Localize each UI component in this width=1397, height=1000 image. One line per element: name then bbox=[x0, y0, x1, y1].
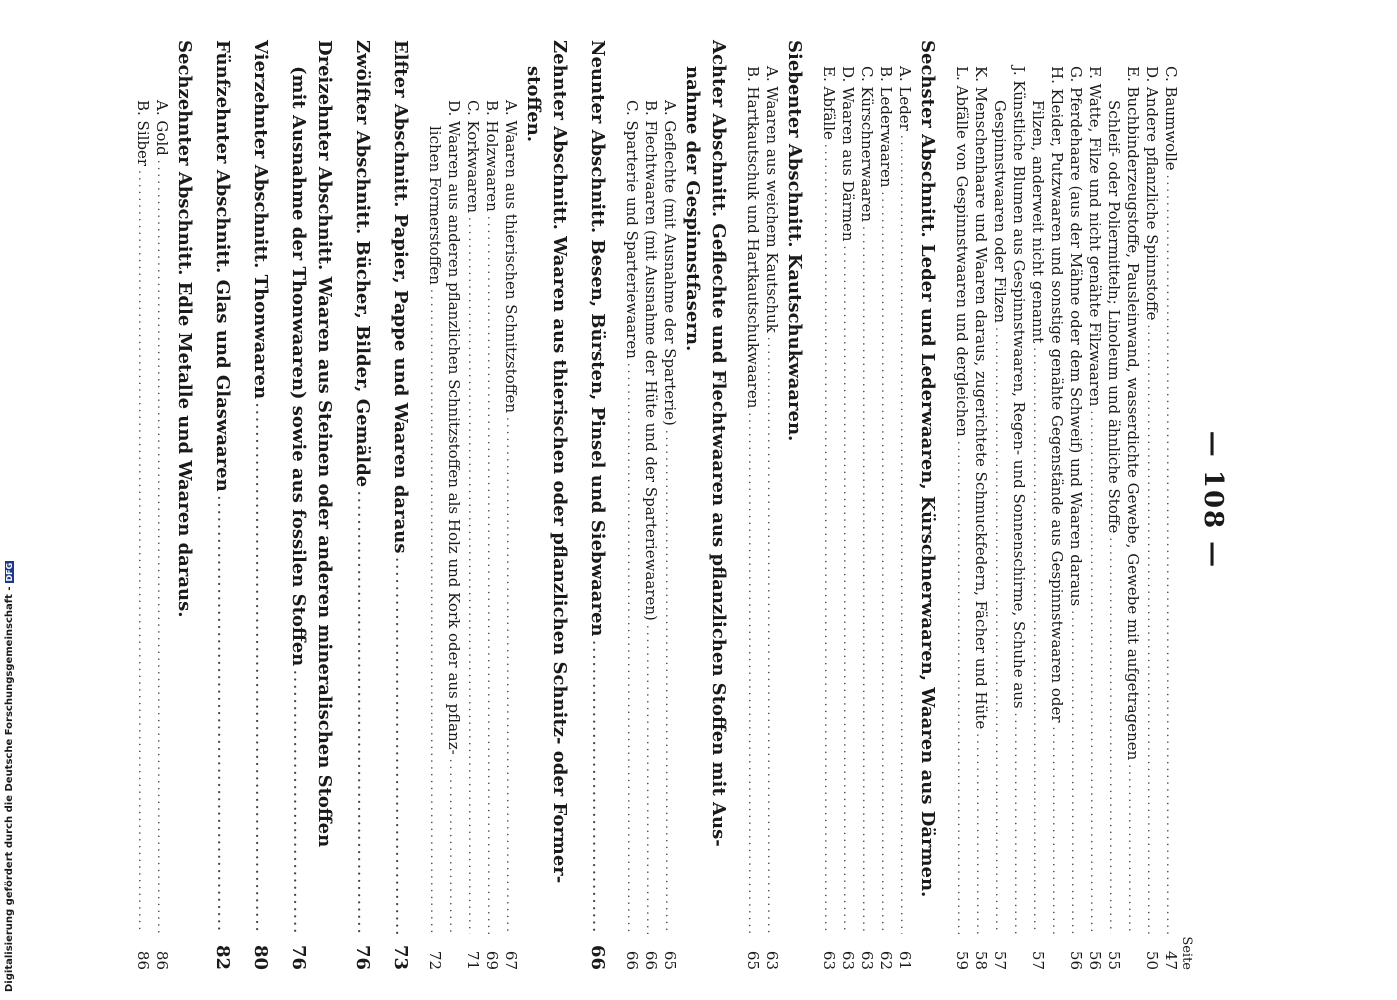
leader-dots bbox=[285, 670, 311, 934]
toc-entry-page: 76 bbox=[288, 944, 309, 970]
toc-entry-page: 86 bbox=[134, 950, 152, 970]
leader-dots bbox=[857, 226, 876, 934]
leader-dots bbox=[1142, 325, 1161, 934]
toc-entry-label: Fünfzehnter Abschnitt. Glas und Glaswaaren bbox=[212, 40, 233, 492]
toc-entry-label: Gespinnstwaaren oder Filzen bbox=[991, 100, 1009, 324]
toc-entry-page: 57 bbox=[991, 950, 1009, 970]
toc-entry-label: (mit Ausnahme der Thonwaaren) sowie aus fossilen Stoffen bbox=[288, 66, 309, 667]
toc-entry bbox=[444, 40, 463, 970]
toc-entry bbox=[1142, 40, 1161, 970]
toc-entry bbox=[1009, 40, 1028, 970]
leader-dots bbox=[1085, 410, 1104, 934]
page-number: — 108 — bbox=[1198, 430, 1228, 570]
toc-entry-page: 80 bbox=[250, 944, 271, 970]
leader-dots bbox=[952, 441, 971, 934]
toc-entry-label: Vierzehnter Abschnitt. Thonwaaren bbox=[250, 40, 271, 400]
toc-entry bbox=[1066, 40, 1085, 970]
leader-dots bbox=[482, 216, 501, 934]
toc-entry-page: 63 bbox=[839, 950, 857, 970]
leader-dots bbox=[1066, 610, 1085, 934]
toc-entry-label: F. Watte, Filze und nicht genähte Filzwaaren bbox=[1086, 66, 1104, 407]
toc-entry bbox=[876, 40, 895, 970]
toc-entry-page: 67 bbox=[502, 950, 520, 970]
toc-entry bbox=[857, 40, 876, 970]
toc-entry-label: D. Waaren aus Därmen bbox=[839, 66, 857, 242]
leader-dots bbox=[1123, 764, 1142, 934]
toc-entry bbox=[838, 40, 857, 970]
toc-entry-label: B. Lederwaaren bbox=[877, 66, 895, 188]
toc-entry-page: 66 bbox=[587, 944, 608, 970]
toc-entry-page: 73 bbox=[390, 944, 411, 970]
section-heading: Sechster Abschnitt. Leder und Lederwaaren, Kürschnerwaaren, Waaren aus Därmen. bbox=[917, 40, 938, 898]
section-heading: nahme der Gespinnstfasern. bbox=[682, 66, 703, 352]
toc-entry-label: Neunter Abschnitt. Besen, Bürsten, Pinsel und Siebwaaren bbox=[587, 40, 608, 637]
toc-entry-label: Filzen, anderweit nicht genannt bbox=[1029, 100, 1047, 344]
toc-entry bbox=[762, 40, 781, 970]
toc-entry-label: E. Buchbinderzeugstoffe, Pausleinwand, wasserdichte Gewebe, Gewebe mit aufgetragenen bbox=[1124, 66, 1142, 761]
toc-entry-label: J. Künstliche Blumen aus Gespinnstwaaren, Regen- und Sonnenschirme, Schuhe aus bbox=[1010, 66, 1028, 709]
toc-entry-page: 65 bbox=[661, 950, 679, 970]
toc-entry bbox=[1104, 40, 1123, 970]
leader-dots bbox=[990, 327, 1009, 934]
section-heading: Zehnter Abschnitt. Waaren aus thierischen oder pflanzlichen Schnitz- oder Former- bbox=[549, 40, 570, 884]
section-heading: Siebenter Abschnitt. Kautschukwaaren. bbox=[784, 40, 805, 442]
toc-entry bbox=[743, 40, 762, 970]
toc-entry bbox=[819, 40, 838, 970]
section-heading: Dreizehnter Abschnitt. Waaren aus Steinen oder anderen mineralischen Stoffen bbox=[314, 40, 335, 848]
toc-entry-page: 66 bbox=[642, 950, 660, 970]
toc-entry bbox=[1085, 40, 1104, 970]
toc-entry-label: A. Geflechte (mit Ausnahme der Sparterie) bbox=[661, 100, 679, 426]
toc-entry-label: A. Waaren aus thierischen Schnitzstoffen bbox=[502, 100, 520, 413]
toc-entry-page: 69 bbox=[483, 950, 501, 970]
toc-entry-label: B. Silber bbox=[134, 100, 152, 167]
toc-entry-label: A. Waaren aus weichem Kautschuk bbox=[763, 66, 781, 333]
toc-entry-label: D. Andere pflanzliche Spinnstoffe bbox=[1143, 66, 1161, 321]
toc-entry-label: K. Menschenhaare und Waaren daraus, zugerichtete Schmuckfedern, Fächer und Hüte bbox=[972, 66, 990, 730]
leader-dots bbox=[463, 217, 482, 934]
credit-text-wrap bbox=[2, 562, 16, 992]
leader-dots bbox=[501, 417, 520, 934]
toc-entry-label: Schleif- oder Poliermitteln; Linoleum und ähnliche Stoffe bbox=[1105, 100, 1123, 534]
section-heading bbox=[387, 40, 413, 970]
section-heading: Sechzehnter Abschnitt. Edle Metalle und Waaren daraus. bbox=[174, 40, 195, 618]
toc-entry bbox=[1047, 40, 1066, 970]
dfg-logo: DFG bbox=[4, 562, 14, 582]
toc-entry-page: 63 bbox=[763, 950, 781, 970]
leader-dots bbox=[1009, 713, 1028, 934]
toc-entry bbox=[641, 40, 660, 970]
section-heading bbox=[349, 40, 375, 970]
toc-entry-page: 76 bbox=[352, 944, 373, 970]
toc-entry-label: B. Hartkautschuk und Hartkautschukwaaren bbox=[744, 66, 762, 409]
leader-dots bbox=[971, 733, 990, 934]
toc-entry-label: B. Holzwaaren bbox=[483, 100, 501, 212]
leader-dots bbox=[743, 412, 762, 934]
leader-dots bbox=[152, 160, 171, 934]
toc-entry-label: A. Leder bbox=[896, 66, 914, 131]
toc-entry-page: 61 bbox=[896, 950, 914, 970]
toc-entry-page: 72 bbox=[426, 950, 444, 970]
toc-entry bbox=[501, 40, 520, 970]
leader-dots bbox=[838, 245, 857, 934]
toc-entry-label: H. Kleider, Putzwaaren und sonstige genähte Gegenstände aus Gespinnstwaaren oder bbox=[1048, 66, 1066, 723]
toc-entry-label: C. Sparterie und Sparteriewaaren bbox=[623, 100, 641, 359]
credit-text: Digitalisierung gefördert durch die Deutsche Forschungsgemeinschaft - bbox=[3, 586, 15, 992]
toc-entry bbox=[1123, 40, 1142, 970]
digitization-credit bbox=[0, 0, 16, 1000]
toc-entry-label: C. Korkwaaren bbox=[464, 100, 482, 214]
toc-entry-label: D. Waaren aus anderen pflanzlichen Schnitzstoffen als Holz und Kork oder aus pflanz- bbox=[445, 100, 463, 755]
toc-entry-label: A. Gold bbox=[153, 100, 171, 156]
leader-dots bbox=[660, 430, 679, 934]
toc-entry-label: L. Abfälle von Gespinnstwaaren und dergleichen bbox=[953, 66, 971, 437]
toc-entry-page: 62 bbox=[877, 950, 895, 970]
toc-entry bbox=[482, 40, 501, 970]
toc-entry-page: 57 bbox=[1029, 950, 1047, 970]
toc-entry-page: 86 bbox=[153, 950, 171, 970]
toc-entry-label: E. Abfälle bbox=[820, 66, 838, 140]
leader-dots bbox=[762, 337, 781, 934]
section-heading bbox=[209, 40, 235, 970]
section-heading: stoffen. bbox=[523, 66, 544, 143]
leader-dots bbox=[641, 625, 660, 934]
toc-entry-label: C. Baumwolle bbox=[1162, 66, 1180, 171]
leader-dots bbox=[584, 641, 610, 935]
toc-entry bbox=[895, 40, 914, 970]
leader-dots bbox=[622, 363, 641, 934]
toc-entry bbox=[133, 40, 152, 970]
toc-entry bbox=[622, 40, 641, 970]
toc-entry-label: B. Flechtwaaren (mit Ausnahme der Hüte und der Sparteriewaaren) bbox=[642, 100, 660, 621]
toc-entry bbox=[1161, 40, 1180, 970]
leader-dots bbox=[133, 170, 152, 934]
section-heading: Achter Abschnitt. Geflechte und Flechtwaaren aus pflanzlichen Stoffen mit Aus- bbox=[708, 40, 729, 847]
leader-dots bbox=[444, 759, 463, 934]
leader-dots bbox=[876, 191, 895, 934]
toc-entry-page: 50 bbox=[1143, 950, 1161, 970]
leader-dots bbox=[1028, 347, 1047, 934]
toc-entry-page: 66 bbox=[623, 950, 641, 970]
toc-entry-page: 65 bbox=[744, 950, 762, 970]
table-of-contents bbox=[133, 40, 1180, 970]
toc-entry-label: Zwölfter Abschnitt. Bücher, Bilder, Gemälde bbox=[352, 40, 373, 488]
toc-entry-page: 63 bbox=[858, 950, 876, 970]
leader-dots bbox=[387, 557, 413, 934]
section-heading bbox=[285, 40, 311, 970]
toc-entry-page: 63 bbox=[820, 950, 838, 970]
toc-entry-page: 59 bbox=[953, 950, 971, 970]
seite-column-header: Seite bbox=[1179, 936, 1194, 970]
toc-entry bbox=[1028, 40, 1047, 970]
toc-entry bbox=[952, 40, 971, 970]
leader-dots bbox=[1047, 727, 1066, 934]
toc-entry-page: 56 bbox=[1067, 950, 1085, 970]
toc-entry-label: C. Kürschnerwaaren bbox=[858, 66, 876, 223]
leader-dots bbox=[819, 144, 838, 934]
leader-dots bbox=[349, 491, 375, 934]
leader-dots bbox=[895, 135, 914, 934]
toc-entry-label: Elfter Abschnitt. Papier, Pappe und Waaren daraus bbox=[390, 40, 411, 554]
toc-entry bbox=[425, 40, 444, 970]
leader-dots bbox=[1104, 537, 1123, 934]
toc-entry bbox=[660, 40, 679, 970]
leader-dots bbox=[425, 289, 444, 934]
toc-entry-label: G. Pferdehaare (aus der Mähne oder dem Schweif) und Waaren daraus bbox=[1067, 66, 1085, 607]
toc-entry-page: 47 bbox=[1162, 950, 1180, 970]
document-page bbox=[134, 0, 1238, 1000]
toc-entry-page: 56 bbox=[1086, 950, 1104, 970]
toc-entry-page: 58 bbox=[972, 950, 990, 970]
leader-dots bbox=[247, 403, 273, 934]
leader-dots bbox=[209, 496, 235, 934]
leader-dots bbox=[1161, 175, 1180, 934]
toc-entry-page: 55 bbox=[1105, 950, 1123, 970]
toc-entry bbox=[463, 40, 482, 970]
toc-entry bbox=[971, 40, 990, 970]
toc-entry-label: lichen Formerstoffen bbox=[426, 126, 444, 285]
toc-entry-page: 82 bbox=[212, 944, 233, 970]
toc-entry bbox=[152, 40, 171, 970]
section-heading bbox=[247, 40, 273, 970]
section-heading bbox=[584, 40, 610, 970]
toc-entry-page: 71 bbox=[464, 950, 482, 970]
toc-entry bbox=[990, 40, 1009, 970]
